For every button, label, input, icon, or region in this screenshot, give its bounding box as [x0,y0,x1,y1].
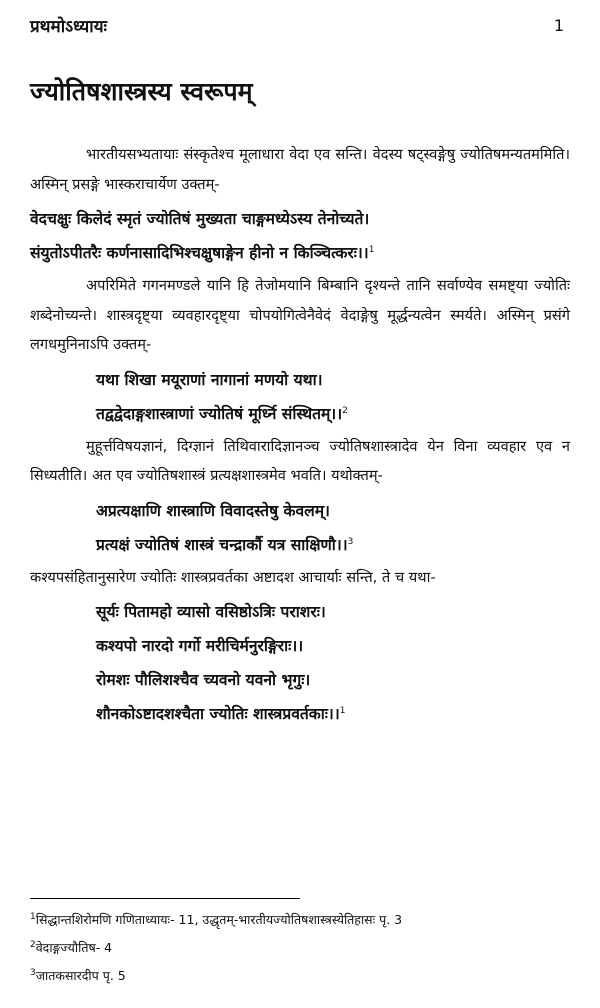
verse-4-line-4 [30,698,570,730]
footnote-3 [30,962,575,990]
paragraph-2: अपरिमिते गगनमण्डले यानि हि तेजोमयानि बिम्बानि दृश्यन्ते तानि सर्वाण्येव समष्ट्या ज्योतिः शब्देनोच्यन्ते। शास्त्रदृष्ट्या व्यवहारदृष्ट्या चोपयोगित्वेनैवेदं वेदाङ्गेषु मूर्द्धन्यत्वेन स्मर्यते। अस्मिन् प्रसंगे लगधमुनिनाऽपि उक्तम्- [30,277,570,353]
footnotes [30,906,575,990]
verse-2-line-1: यथा शिखा मयूराणां नागानां मणयो यथा। [96,370,323,389]
footnote-ref-3: 3 [347,536,354,547]
footnote-divider [30,898,300,899]
footnote-1-text: सिद्धान्तशिरोमणि गणिताध्यायः- 11, उद्धृतम्-भारतीयज्योतिषशास्त्रस्येतिहासः पृ. 3 [35,912,403,927]
verse-3-line-1: अप्रत्यक्षाणि शास्त्राणि विवादस्तेषु केवलम्। [96,501,330,520]
footnote-ref-1: 1 [368,244,375,255]
verse-1-line-2-text: संयुतोऽपीतरैः कर्णनासादिभिश्चक्षुषाङ्गेन हीनो न किञ्चित्करः।। [30,244,369,262]
verse-2-line-2 [30,398,570,430]
footnote-ref-2: 2 [342,405,348,416]
verse-1-line-1: वेदचक्षुः किलेदं स्मृतं ज्योतिषं मुख्यता चाङ्गमध्येऽस्य तेनोच्यते। [30,210,370,228]
paragraph-4: कश्यपसंहितानुसारेण ज्योतिः शास्त्रप्रवर्तका अष्टादश आचार्याः सन्ति, ते च यथा- [30,568,436,586]
verse-2-line-2-text: तद्वद्वेदाङ्गशास्त्राणां ज्योतिषं मूर्ध्नि संस्थितम्।। [96,404,343,423]
footnote-3-number: 3 [30,967,36,978]
verse-3-line-2-text: प्रत्यक्षं ज्योतिषं शास्त्रं चन्द्रार्कौ यत्र साक्षिणौ।। [96,535,348,554]
paragraph-1: भारतीयसभ्यतायाः संस्कृतेश्च मूलाधारा वेदा एव सन्ति। वेदस्य षट्स्वङ्गेषु ज्योतिषमन्यतममिति। अस्मिन् प्रसङ्गे भास्कराचार्येण उक्तम्- [30,146,570,193]
verse-4-line-3: रोमशः पौलिशश्चैव च्यवनो यवनो भृगुः। [96,671,311,689]
footnote-1 [30,906,575,934]
footnote-1-number: 1 [30,911,36,922]
verse-4-line-2: कश्यपो नारदो गर्गो मरीचिर्मनुरङ्गिराः।। [96,637,304,655]
footnote-3-text: जातकसारदीप पृ. 5 [35,968,126,983]
verse-3-line-2 [30,529,570,561]
paragraph-3: मुहूर्त्तविषयज्ञानं, दिग्ज्ञानं तिथिवारादिज्ञानञ्च ज्योतिषशास्त्रादेव येन विना व्यवहार एव न सिध्यतीति। अत एव ज्योतिषशास्त्रं प्रत्यक्षशास्त्रमेव भवति। यथोक्तम्- [30,437,570,484]
page-number: 1 [553,16,564,35]
footnote-ref-4: 1 [339,705,346,716]
footnote-2-number: 2 [30,939,36,950]
verse-1-line-2 [30,237,570,269]
footnote-2 [30,934,575,962]
footnote-2-text: वेदाङ्गज्यौतिष- 4 [35,940,113,955]
running-title: प्रथमोऽध्यायः [30,17,107,37]
verse-4-line-1: सूर्यः पितामहो व्यासो वसिष्ठोऽत्रिः पराशरः। [96,603,326,621]
page-header [30,14,564,38]
page-body [30,140,570,732]
chapter-title: ज्योतिषशास्त्रस्य स्वरूपम् [30,77,253,106]
verse-4-line-4-text: शौनकोऽष्टादशश्चैता ज्योतिः शास्त्रप्रवर्तकाः।। [96,705,340,723]
